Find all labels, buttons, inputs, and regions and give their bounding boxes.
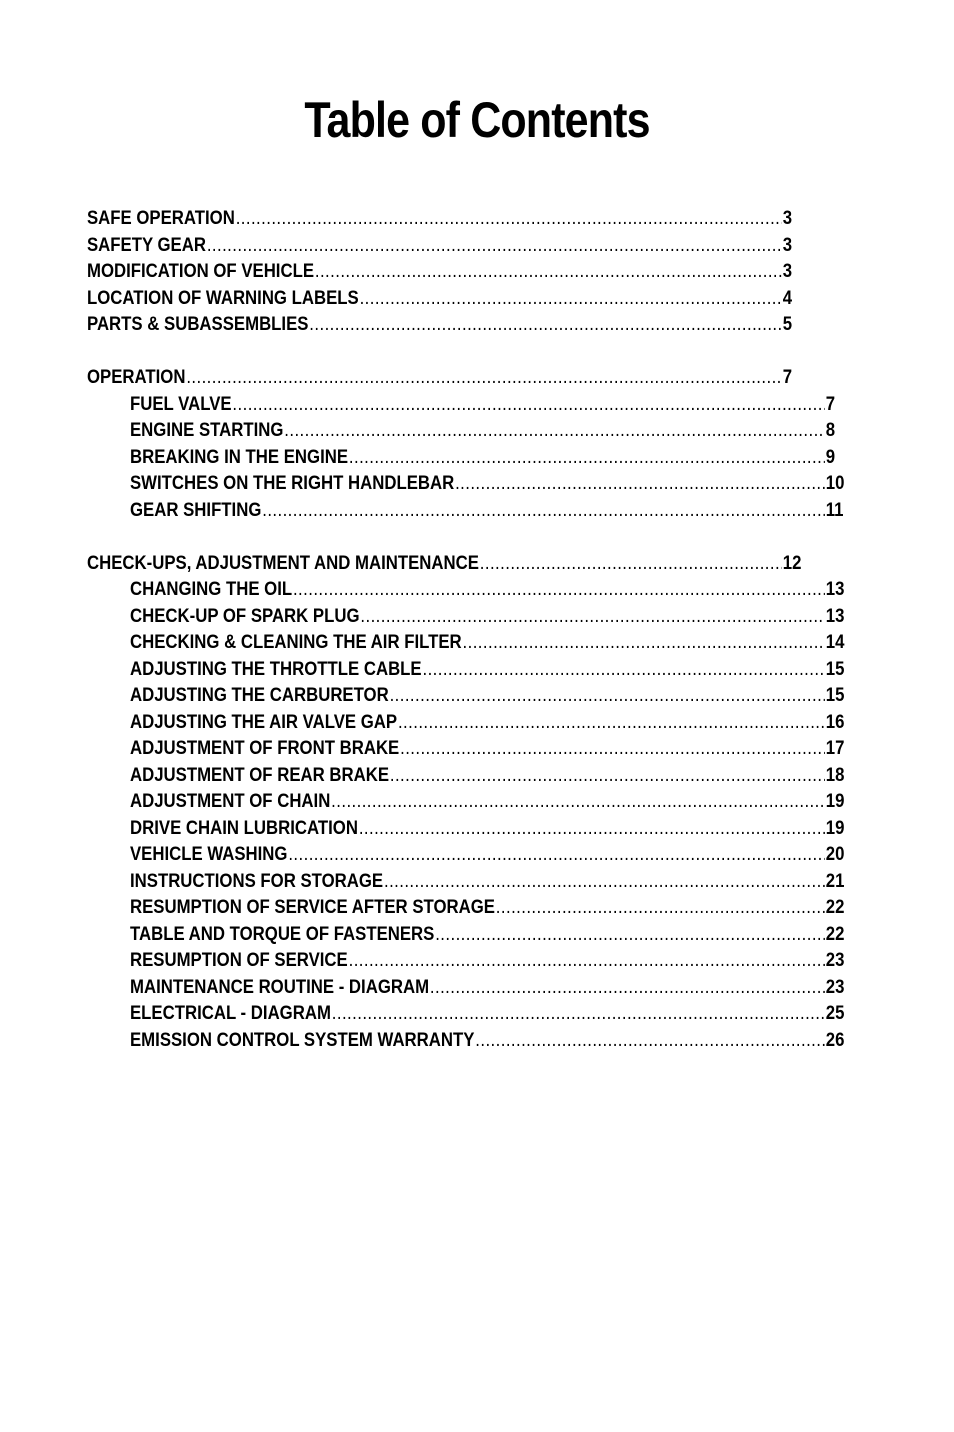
dot-leader (430, 974, 825, 1001)
dot-leader (360, 603, 824, 630)
dot-leader (422, 656, 824, 683)
dot-leader (390, 682, 825, 709)
dot-leader (309, 311, 782, 338)
toc-page-number: 19 (825, 790, 845, 812)
toc-page-number: 23 (825, 975, 845, 998)
toc-entry-label: EMISSION CONTROL SYSTEM WARRANTY (130, 1028, 475, 1051)
toc-section (87, 550, 845, 1054)
toc-entry[interactable] (87, 258, 807, 285)
toc-subentry[interactable] (87, 603, 850, 630)
dot-leader (496, 894, 825, 921)
toc-page-number: 22 (825, 922, 845, 945)
dot-leader (332, 1000, 825, 1027)
toc-subentry[interactable] (87, 762, 850, 789)
toc-subentry[interactable] (87, 497, 850, 524)
toc-entry-label: ADJUSTING THE AIR VALVE GAP (130, 710, 398, 733)
toc-entry-label: CHECK-UP OF SPARK PLUG (130, 604, 360, 627)
toc-entry-label: ELECTRICAL - DIAGRAM (130, 1002, 331, 1024)
dot-leader (232, 391, 824, 418)
toc-entry-label: RESUMPTION OF SERVICE (130, 949, 348, 971)
dot-leader (349, 947, 825, 974)
toc-subentry[interactable] (87, 576, 850, 603)
toc-entry-label: LOCATION OF WARNING LABELS (87, 286, 359, 309)
toc-page-number: 3 (782, 233, 793, 256)
toc-entry-label: PARTS & SUBASSEMBLIES (87, 313, 309, 335)
toc-entry-label: TABLE AND TORQUE OF FASTENERS (130, 922, 435, 945)
toc-page-number: 21 (825, 869, 845, 892)
toc-page-number: 8 (825, 419, 836, 441)
page-title: Table of Contents (304, 92, 650, 148)
toc-entry[interactable] (87, 205, 807, 232)
toc-subentry[interactable] (87, 894, 850, 921)
toc-subentry[interactable] (87, 444, 850, 471)
dot-leader (463, 629, 825, 656)
toc-entry-label: SWITCHES ON THE RIGHT HANDLEBAR (130, 472, 455, 494)
toc-page-number: 23 (825, 949, 845, 971)
toc-subentry[interactable] (87, 735, 850, 762)
dot-leader (475, 1027, 825, 1054)
toc-entry-label: ADJUSTING THE THROTTLE CABLE (130, 657, 422, 680)
table-of-contents (87, 205, 845, 1080)
toc-page-number: 19 (825, 816, 845, 839)
toc-entry-label: FUEL VALVE (130, 392, 232, 415)
toc-page-number: 22 (825, 896, 845, 918)
toc-subentry[interactable] (87, 947, 850, 974)
toc-entry-label: MAINTENANCE ROUTINE - DIAGRAM (130, 975, 430, 998)
toc-entry-label: INSTRUCTIONS FOR STORAGE (130, 869, 384, 892)
toc-entry-label: ADJUSTMENT OF FRONT BRAKE (130, 737, 400, 759)
toc-subentry[interactable] (87, 656, 850, 683)
toc-entry-label: CHANGING THE OIL (130, 578, 293, 600)
toc-subentry[interactable] (87, 1000, 850, 1027)
toc-entry[interactable] (87, 285, 807, 312)
dot-leader (400, 735, 825, 762)
dot-leader (435, 921, 825, 948)
toc-page-number: 3 (782, 207, 793, 229)
toc-page-number: 25 (825, 1002, 845, 1024)
toc-subentry[interactable] (87, 709, 850, 736)
dot-leader (315, 258, 782, 285)
toc-entry[interactable] (87, 364, 807, 391)
toc-page-number: 15 (825, 684, 845, 706)
dot-leader (360, 285, 782, 312)
toc-subentry[interactable] (87, 417, 850, 444)
toc-subentry[interactable] (87, 788, 850, 815)
toc-page-number: 11 (825, 498, 844, 521)
dot-leader (331, 788, 825, 815)
dot-leader (384, 868, 825, 895)
toc-page-number: 7 (825, 392, 836, 415)
dot-leader (288, 841, 825, 868)
toc-entry-label: VEHICLE WASHING (130, 843, 288, 865)
toc-entry-label: ENGINE STARTING (130, 419, 284, 441)
toc-page-number: 14 (825, 631, 845, 653)
toc-subentry[interactable] (87, 1027, 850, 1054)
toc-subentry[interactable] (87, 470, 850, 497)
toc-subentry[interactable] (87, 391, 850, 418)
dot-leader (262, 497, 825, 524)
dot-leader (284, 417, 825, 444)
toc-page-number: 17 (825, 737, 845, 759)
toc-entry-label: DRIVE CHAIN LUBRICATION (130, 816, 358, 839)
dot-leader (398, 709, 825, 736)
dot-leader (293, 576, 825, 603)
dot-leader (207, 232, 782, 259)
toc-page-number: 16 (825, 710, 845, 733)
toc-entry-label: OPERATION (87, 366, 186, 388)
toc-entry[interactable] (87, 232, 807, 259)
dot-leader (349, 444, 825, 471)
dot-leader (236, 205, 782, 232)
toc-entry[interactable] (87, 311, 807, 338)
toc-subentry[interactable] (87, 629, 850, 656)
toc-page-number: 26 (825, 1028, 845, 1051)
toc-page-number: 9 (825, 445, 836, 468)
toc-page-number: 3 (782, 260, 793, 282)
toc-page-number: 15 (825, 657, 845, 680)
toc-subentry[interactable] (87, 815, 850, 842)
toc-entry-label: GEAR SHIFTING (130, 498, 262, 521)
toc-page-number: 13 (825, 578, 845, 600)
dot-leader (359, 815, 825, 842)
dot-leader (480, 550, 782, 577)
toc-section (87, 364, 845, 523)
toc-subentry[interactable] (87, 682, 850, 709)
toc-entry-label: ADJUSTMENT OF REAR BRAKE (130, 763, 390, 786)
toc-subentry[interactable] (87, 868, 850, 895)
dot-leader (390, 762, 825, 789)
toc-page-number: 5 (782, 313, 793, 335)
toc-entry-label: MODIFICATION OF VEHICLE (87, 260, 315, 282)
toc-page-number: 10 (825, 472, 845, 494)
toc-entry-label: SAFE OPERATION (87, 207, 235, 229)
toc-section (87, 205, 807, 338)
toc-page-number: 12 (782, 551, 802, 574)
toc-entry[interactable] (87, 550, 807, 577)
toc-page-number: 13 (825, 604, 845, 627)
toc-entry-label: ADJUSTMENT OF CHAIN (130, 790, 331, 812)
toc-page-number: 18 (825, 763, 845, 786)
toc-entry-label: ADJUSTING THE CARBURETOR (130, 684, 389, 706)
toc-subentry[interactable] (87, 974, 850, 1001)
toc-page-number: 7 (782, 366, 793, 388)
toc-page-number: 20 (825, 843, 845, 865)
dot-leader (186, 364, 782, 391)
toc-subentry[interactable] (87, 921, 850, 948)
toc-entry-label: CHECKING & CLEANING THE AIR FILTER (130, 631, 462, 653)
toc-subentry[interactable] (87, 841, 850, 868)
toc-entry-label: RESUMPTION OF SERVICE AFTER STORAGE (130, 896, 495, 918)
toc-entry-label: BREAKING IN THE ENGINE (130, 445, 349, 468)
toc-entry-label: SAFETY GEAR (87, 233, 206, 256)
dot-leader (455, 470, 825, 497)
toc-entry-label: CHECK-UPS, ADJUSTMENT AND MAINTENANCE (87, 551, 479, 574)
toc-page-number: 4 (782, 286, 793, 309)
